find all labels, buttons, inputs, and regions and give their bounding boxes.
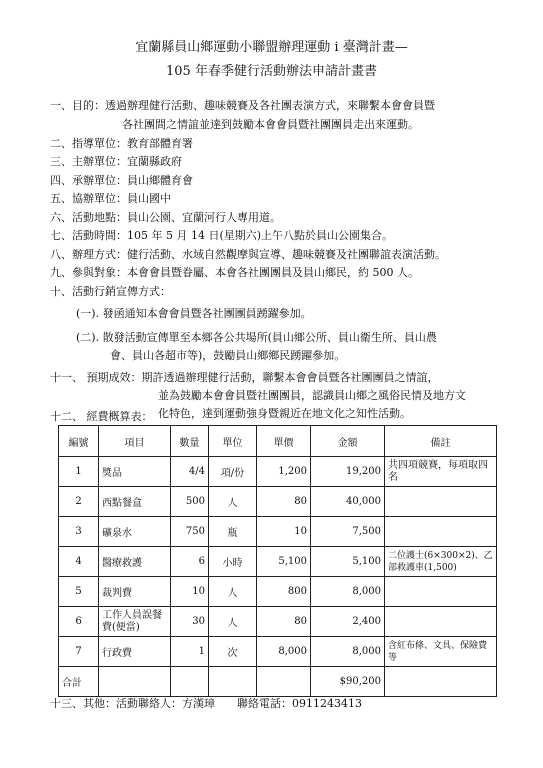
row-remarks: 含紅布條、文具、保險費等 xyxy=(385,637,497,667)
total-amount: $90,200 xyxy=(311,667,385,697)
table-row xyxy=(59,487,497,517)
section-2-guidance: 二、指導單位：教育部體育署 xyxy=(50,137,193,150)
budget-table xyxy=(58,425,497,697)
row-number: 2 xyxy=(59,487,99,517)
row-unit-price: 80 xyxy=(257,487,311,517)
row-quantity: 4/4 xyxy=(171,457,209,487)
row-amount: 8,000 xyxy=(311,637,385,667)
row-quantity: 30 xyxy=(171,607,209,637)
section-13-other: 十三、其他：活動聯絡人：方漢璋 聯絡電話：0911243413 xyxy=(50,697,362,710)
row-number: 4 xyxy=(59,547,99,577)
section-6-location: 六、活動地點：員山公園、宜蘭河行人專用道。 xyxy=(50,211,281,224)
row-unit: 人 xyxy=(209,487,257,517)
table-row xyxy=(59,517,497,547)
section-10-item-2: (二). 散發活動宣傳單至本鄉各公共場所(員山鄉公所、員山衛生所、員山農 xyxy=(76,331,437,344)
row-quantity: 500 xyxy=(171,487,209,517)
total-empty-remarks xyxy=(385,667,497,697)
section-7-time: 七、活動時間：105 年 5 月 14 日(星期六)上午八點於員山公園集合。 xyxy=(50,229,394,242)
row-amount: 8,000 xyxy=(311,577,385,607)
section-4-executor: 四、承辦單位：員山鄉體育會 xyxy=(50,174,193,187)
row-amount: 19,200 xyxy=(311,457,385,487)
total-empty-unit xyxy=(209,667,257,697)
total-empty-quantity xyxy=(171,667,209,697)
section-8-method: 八、辦理方式：健行活動、水域自然觀摩與宣導、趣味競賽及社團聯誼表演活動。 xyxy=(50,248,446,261)
row-remarks: 二位護士(6×300×2)、乙部救護車(1,500) xyxy=(385,547,497,577)
section-11-expected: 十一、 預期成效：期許透過辦理健行活動，聯繫本會會員暨各社團團員之情誼， xyxy=(50,371,439,384)
header-quantity: 數量 xyxy=(171,426,209,457)
section-3-organizer: 三、主辦單位：宜蘭縣政府 xyxy=(50,155,182,168)
row-unit: 次 xyxy=(209,637,257,667)
row-unit-price: 10 xyxy=(257,517,311,547)
total-row xyxy=(59,667,497,697)
section-11-expected-cont2: 化特色，達到運動強身暨親近在地文化之知性活動。 xyxy=(158,407,411,420)
section-10-promotion: 十、活動行銷宣傳方式： xyxy=(50,285,171,298)
row-unit: 小時 xyxy=(209,547,257,577)
header-remarks: 備註 xyxy=(385,426,497,457)
row-number: 6 xyxy=(59,607,99,637)
row-remarks xyxy=(385,487,497,517)
table-row xyxy=(59,457,497,487)
row-remarks xyxy=(385,607,497,637)
section-9-participants: 九、參與對象：本會會員暨眷屬、本會各社團團員及員山鄉民，約 500 人。 xyxy=(50,266,419,279)
row-quantity: 10 xyxy=(171,577,209,607)
row-number: 7 xyxy=(59,637,99,667)
row-item: 裁判費 xyxy=(99,577,171,607)
row-unit-price: 800 xyxy=(257,577,311,607)
section-11-expected-cont1: 並為鼓勵本會會員暨社團團員，認識員山鄉之風俗民情及地方文 xyxy=(158,389,466,402)
row-quantity: 1 xyxy=(171,637,209,667)
row-item: 獎品 xyxy=(99,457,171,487)
document-title-line2: 105 年春季健行活動辦法申請計畫書 xyxy=(166,64,377,79)
total-empty-item xyxy=(99,667,171,697)
row-item: 礦泉水 xyxy=(99,517,171,547)
row-number: 3 xyxy=(59,517,99,547)
row-number: 5 xyxy=(59,577,99,607)
row-item: 行政費 xyxy=(99,637,171,667)
section-1-purpose: 一、目的：透過辦理健行活動、趣味競賽及各社團表演方式，來聯繫本會會員暨 xyxy=(50,99,435,112)
row-unit: 瓶 xyxy=(209,517,257,547)
row-unit-price: 80 xyxy=(257,607,311,637)
document-title-line1: 宜蘭縣員山鄉運動小聯盟辦理運動 i 臺灣計畫— xyxy=(135,40,408,55)
section-1-purpose-cont: 各社團間之情誼並達到鼓勵本會會員暨社團團員走出來運動。 xyxy=(122,118,419,131)
section-10-item-2-cont: 會、員山各超市等)，鼓勵員山鄉鄉民踴躍參加。 xyxy=(110,349,346,362)
section-5-co-organizer: 五、協辦單位：員山國中 xyxy=(50,192,171,205)
table-row xyxy=(59,577,497,607)
row-unit: 人 xyxy=(209,577,257,607)
total-empty-price xyxy=(257,667,311,697)
table-row xyxy=(59,547,497,577)
section-10-item-1: (一). 發函通知本會會員暨各社團團員踴躍參加。 xyxy=(76,307,312,320)
header-amount: 金額 xyxy=(311,426,385,457)
row-unit-price: 8,000 xyxy=(257,637,311,667)
table-row xyxy=(59,637,497,667)
row-remarks xyxy=(385,517,497,547)
row-remarks xyxy=(385,577,497,607)
row-unit-price: 1,200 xyxy=(257,457,311,487)
table-row xyxy=(59,607,497,637)
row-amount: 5,100 xyxy=(311,547,385,577)
row-unit: 人 xyxy=(209,607,257,637)
budget-header-row xyxy=(59,426,497,457)
row-quantity: 750 xyxy=(171,517,209,547)
row-number: 1 xyxy=(59,457,99,487)
row-item: 工作人員誤餐費(便當) xyxy=(99,607,171,637)
row-item: 醫療救護 xyxy=(99,547,171,577)
row-item: 西點餐盒 xyxy=(99,487,171,517)
row-remarks: 共四項競賽，每項取四名 xyxy=(385,457,497,487)
total-label: 合計 xyxy=(59,667,99,697)
row-amount: 40,000 xyxy=(311,487,385,517)
header-number: 編號 xyxy=(59,426,99,457)
header-unit-price: 單價 xyxy=(257,426,311,457)
row-amount: 7,500 xyxy=(311,517,385,547)
header-unit: 單位 xyxy=(209,426,257,457)
row-unit: 項/份 xyxy=(209,457,257,487)
row-unit-price: 5,100 xyxy=(257,547,311,577)
header-item: 項目 xyxy=(99,426,171,457)
row-quantity: 6 xyxy=(171,547,209,577)
section-12-budget-heading: 十二、 經費概算表： xyxy=(50,410,153,423)
row-amount: 2,400 xyxy=(311,607,385,637)
